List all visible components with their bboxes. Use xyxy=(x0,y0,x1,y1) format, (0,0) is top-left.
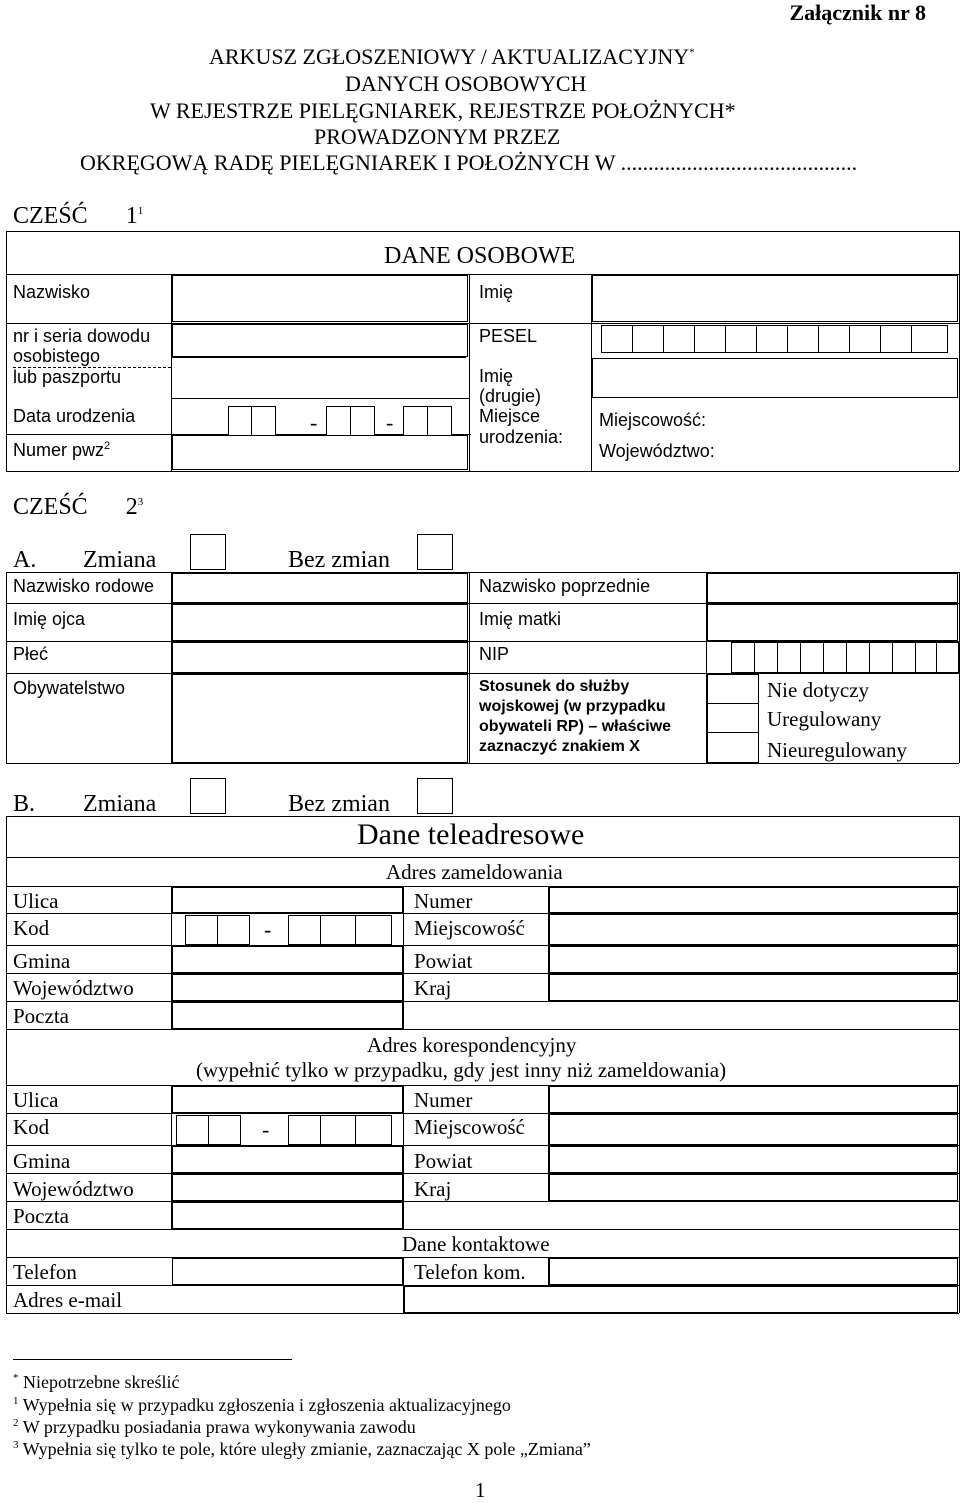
nip-digit[interactable] xyxy=(777,642,801,673)
label-id-doc-1: nr i seria dowodu xyxy=(13,326,151,346)
input-second-name[interactable] xyxy=(592,358,958,398)
nip-digit[interactable] xyxy=(800,642,824,673)
label-locality-b: Miejscowość xyxy=(414,916,525,940)
label-phone: Telefon xyxy=(13,1260,77,1284)
corr-postcode-digit[interactable] xyxy=(176,1115,209,1145)
label-pwz: Numer pwz$^2$ xyxy=(13,440,111,460)
label-military-1: Stosunek do służby xyxy=(479,678,630,695)
section-b-label: B. xyxy=(13,791,36,817)
corr-postcode-separator: - xyxy=(262,1117,270,1142)
pesel-digit[interactable] xyxy=(911,325,948,353)
option-regulated: Uregulowany xyxy=(767,707,882,731)
pesel-digit[interactable] xyxy=(663,325,695,353)
label-id-doc-2: osobistego xyxy=(13,346,101,366)
label-mother-name: Imię matki xyxy=(479,609,562,629)
section-b-nochange-label: Bez zmian xyxy=(288,791,390,817)
birth-date-separator: - xyxy=(386,410,394,435)
label-voivodeship-b: Województwo xyxy=(13,976,134,1000)
section-a-label: A. xyxy=(13,547,37,573)
label-voivodeship: Województwo: xyxy=(599,441,715,461)
input-voivodeship-b[interactable] xyxy=(172,974,403,1001)
birth-date-digit[interactable] xyxy=(403,406,428,438)
section-a-nochange-checkbox[interactable] xyxy=(417,534,453,570)
section-b-change-checkbox[interactable] xyxy=(190,778,226,814)
input-corr-county[interactable] xyxy=(549,1146,958,1173)
label-corr-county: Powiat xyxy=(414,1149,473,1173)
pesel-digit[interactable] xyxy=(694,325,726,353)
label-previous-name: Nazwisko poprzednie xyxy=(479,576,651,596)
input-maiden-name[interactable] xyxy=(172,573,468,603)
postcode-digit[interactable] xyxy=(185,915,218,945)
label-surname: Nazwisko xyxy=(13,282,91,302)
label-county: Powiat xyxy=(414,949,473,973)
birth-date-digit[interactable] xyxy=(350,406,375,438)
label-nip: NIP xyxy=(479,644,510,664)
pesel-digit[interactable] xyxy=(787,325,819,353)
section-b-nochange-checkbox[interactable] xyxy=(417,778,453,814)
title-line-3: W REJESTRZE PIELĘGNIAREK, REJESTRZE POŁOŻNYCH* xyxy=(150,98,736,123)
corr-address-note: (wypełnić tylko w przypadku, gdy jest inny niż zameldowania) xyxy=(196,1058,727,1082)
input-first-name[interactable] xyxy=(592,275,958,322)
military-na-checkbox[interactable] xyxy=(707,674,759,704)
input-email[interactable] xyxy=(404,1286,958,1313)
section-title-personal: DANE OSOBOWE xyxy=(384,243,576,269)
input-surname[interactable] xyxy=(172,275,468,322)
input-corr-country[interactable] xyxy=(549,1174,958,1201)
label-corr-street: Ulica xyxy=(13,1088,59,1112)
label-post: Poczta xyxy=(13,1004,69,1028)
nip-digit[interactable] xyxy=(892,642,916,673)
label-corr-voivodeship: Województwo xyxy=(13,1177,134,1201)
pesel-digit[interactable] xyxy=(818,325,850,353)
label-military-4: zaznaczyć znakiem X xyxy=(479,738,640,755)
input-pwz[interactable] xyxy=(172,435,468,470)
pesel-digit[interactable] xyxy=(632,325,664,353)
input-post[interactable] xyxy=(172,1002,403,1029)
title-line-2: DANYCH OSOBOWYCH xyxy=(345,71,587,96)
input-commune[interactable] xyxy=(172,946,403,973)
section-a-change-label: Zmiana xyxy=(83,547,157,573)
label-corr-post: Poczta xyxy=(13,1204,69,1228)
military-unregulated-checkbox[interactable] xyxy=(707,732,759,763)
contact-data-title: Dane teleadresowe xyxy=(357,818,585,851)
birth-date-separator: - xyxy=(310,410,318,435)
input-corr-number[interactable] xyxy=(549,1086,958,1113)
corr-postcode-digit[interactable] xyxy=(320,1115,356,1145)
nip-digit[interactable] xyxy=(869,642,893,673)
input-country[interactable] xyxy=(549,974,958,1001)
corr-postcode-digit[interactable] xyxy=(355,1115,392,1145)
label-second-name-1: Imię xyxy=(479,366,514,386)
postcode-digit[interactable] xyxy=(320,915,356,945)
label-birth-place-2: urodzenia: xyxy=(479,427,564,447)
nip-digit[interactable] xyxy=(915,642,937,673)
label-birth-date: Data urodzenia xyxy=(13,406,136,426)
input-corr-commune[interactable] xyxy=(172,1146,403,1173)
input-corr-locality[interactable] xyxy=(549,1114,958,1145)
label-birth-place-1: Miejsce xyxy=(479,406,541,426)
footnote-2: $^2$ W przypadku posiadania prawa wykonywania zawodu xyxy=(13,1417,416,1437)
birth-date-digit[interactable] xyxy=(251,406,276,438)
section-a-nochange-label: Bez zmian xyxy=(288,547,390,573)
input-phone[interactable] xyxy=(172,1258,403,1285)
contact-heading: Dane kontaktowe xyxy=(402,1232,550,1256)
title-line-4: PROWADZONYM PRZEZ xyxy=(314,124,561,149)
input-county[interactable] xyxy=(549,946,958,973)
label-corr-country: Kraj xyxy=(414,1177,452,1201)
label-corr-number: Numer xyxy=(414,1088,473,1112)
input-street[interactable] xyxy=(172,887,403,913)
label-country: Kraj xyxy=(414,976,452,1000)
corr-postcode-digit[interactable] xyxy=(288,1115,321,1145)
corr-address-heading: Adres korespondencyjny xyxy=(367,1033,577,1057)
pesel-digit[interactable] xyxy=(725,325,757,353)
input-father-name[interactable] xyxy=(172,604,468,641)
postcode-digit[interactable] xyxy=(217,915,250,945)
label-sex: Płeć xyxy=(13,644,49,664)
label-military-2: wojskowej (w przypadku xyxy=(479,698,666,715)
section-b-change-label: Zmiana xyxy=(83,791,157,817)
nip-digit[interactable] xyxy=(846,642,870,673)
label-number: Numer xyxy=(414,889,473,913)
pesel-digit[interactable] xyxy=(849,325,881,353)
label-first-name: Imię xyxy=(479,282,514,302)
footnote-3: $^3$ Wypełnia się tylko te pole, które uległy zmianie, zaznaczając X pole „Zmiana” xyxy=(13,1439,591,1459)
title-line-1: ARKUSZ ZGŁOSZENIOWY / AKTUALIZACYJNY* xyxy=(209,44,695,69)
footnote-1: $^1$ Wypełnia się w przypadku zgłoszenia i zgłoszenia aktualizacyjnego xyxy=(13,1395,511,1415)
input-number[interactable] xyxy=(549,887,958,913)
nip-digit[interactable] xyxy=(731,642,755,673)
section-a-change-checkbox[interactable] xyxy=(190,534,226,570)
footnote-0: * Niepotrzebne skreślić xyxy=(13,1372,180,1392)
label-citizenship: Obywatelstwo xyxy=(13,678,126,698)
input-id-doc[interactable] xyxy=(172,324,468,357)
pesel-digit[interactable] xyxy=(601,325,633,353)
nip-digit[interactable] xyxy=(936,642,959,673)
corr-postcode-digit[interactable] xyxy=(208,1115,241,1145)
nip-digit[interactable] xyxy=(823,642,847,673)
label-locality: Miejscowość: xyxy=(599,410,707,430)
label-father-name: Imię ojca xyxy=(13,609,86,629)
postcode-digit[interactable] xyxy=(355,915,392,945)
label-corr-postcode: Kod xyxy=(13,1115,50,1139)
label-commune: Gmina xyxy=(13,949,71,973)
title-line-5: OKRĘGOWĄ RADĘ PIELĘGNIAREK I POŁOŻNYCH W ........................................... xyxy=(80,150,858,175)
option-unregulated: Nieuregulowany xyxy=(767,738,907,762)
label-corr-commune: Gmina xyxy=(13,1149,71,1173)
label-street: Ulica xyxy=(13,889,59,913)
part2-heading: CZEŚĆ $2^3$ xyxy=(13,494,144,520)
input-sex[interactable] xyxy=(172,642,468,673)
option-na: Nie dotyczy xyxy=(767,678,870,702)
pesel-digit[interactable] xyxy=(880,325,912,353)
page-number: 1 xyxy=(475,1478,486,1502)
birth-date-digit[interactable] xyxy=(427,406,452,438)
input-corr-post[interactable] xyxy=(172,1202,403,1229)
military-regulated-checkbox[interactable] xyxy=(707,703,759,733)
label-second-name-2: (drugie) xyxy=(479,386,542,406)
pesel-digit[interactable] xyxy=(756,325,788,353)
input-citizenship[interactable] xyxy=(172,674,468,763)
footnote-divider xyxy=(13,1359,292,1360)
registered-address-heading: Adres zameldowania xyxy=(386,860,563,884)
annex-label: Załącznik nr 8 xyxy=(789,0,926,25)
label-military-3: obywateli RP) – właściwe xyxy=(479,718,672,735)
label-email: Adres e-mail xyxy=(13,1288,123,1312)
birth-date-digit[interactable] xyxy=(326,406,351,438)
birth-date-digit[interactable] xyxy=(228,406,252,438)
input-mother-name[interactable] xyxy=(707,604,958,641)
input-previous-name[interactable] xyxy=(707,573,958,603)
postcode-separator: - xyxy=(264,917,272,942)
input-corr-street[interactable] xyxy=(172,1086,403,1113)
label-pesel: PESEL xyxy=(479,326,538,346)
label-corr-locality: Miejscowość xyxy=(414,1115,525,1139)
postcode-digit[interactable] xyxy=(288,915,321,945)
input-corr-voivodeship[interactable] xyxy=(172,1174,403,1201)
label-mobile: Telefon kom. xyxy=(414,1260,526,1284)
label-maiden-name: Nazwisko rodowe xyxy=(13,576,155,596)
nip-digit[interactable] xyxy=(754,642,778,673)
label-postcode: Kod xyxy=(13,916,50,940)
input-locality-b[interactable] xyxy=(549,914,958,945)
part1-heading: CZEŚĆ $1^1$ xyxy=(13,203,144,229)
input-mobile[interactable] xyxy=(549,1258,958,1285)
label-id-doc-3: lub paszportu xyxy=(13,367,122,387)
